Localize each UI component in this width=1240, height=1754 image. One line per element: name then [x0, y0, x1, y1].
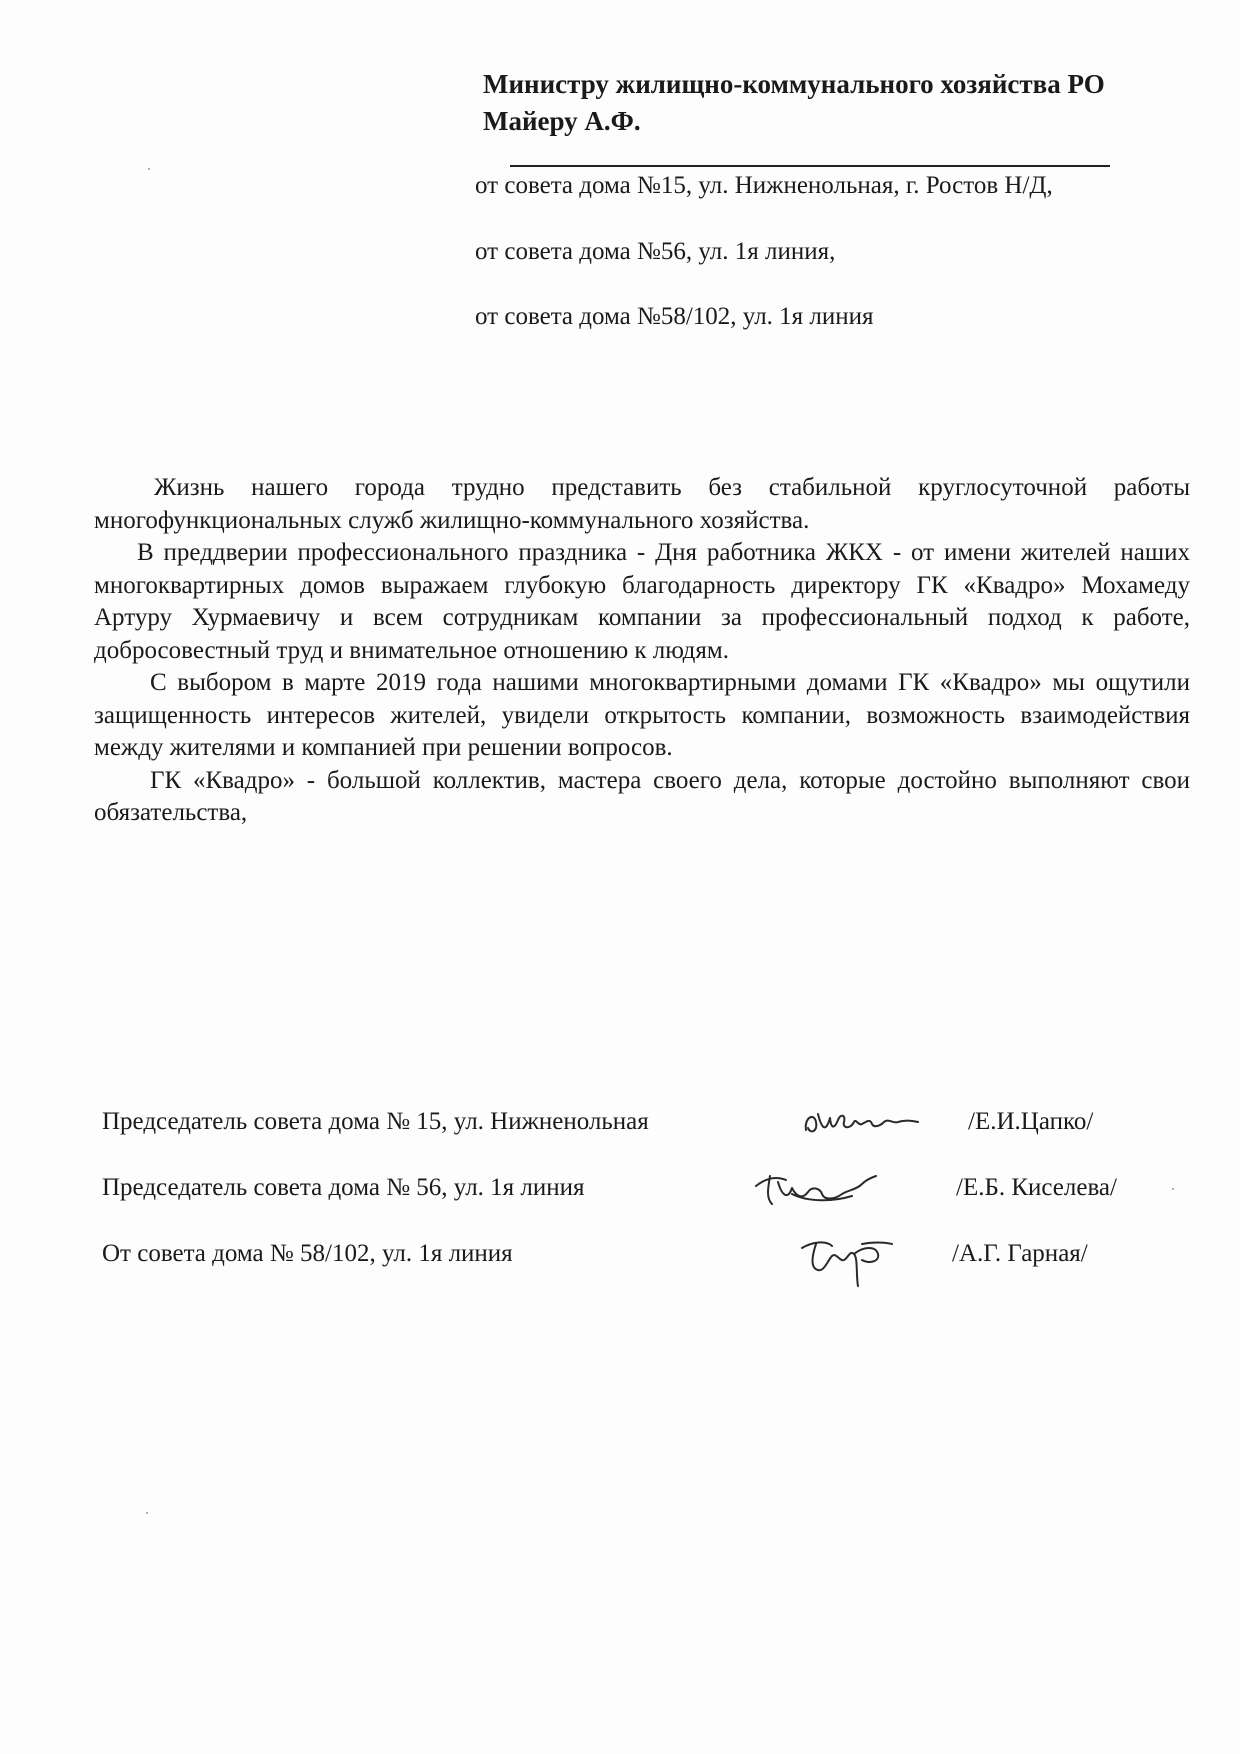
addressee-underline [510, 165, 1110, 167]
addressee-title: Министру жилищно-коммунального хозяйства РО [483, 69, 1105, 99]
signatory-role-1: Председатель совета дома № 15, ул. Нижненольная [102, 1108, 649, 1135]
signatory-name-1: /Е.И.Цапко/ [968, 1108, 1094, 1135]
sender-line-2: от совета дома №56, ул. 1я линия, [475, 238, 836, 265]
signature-row-2 [0, 1166, 1240, 1216]
scan-speck [148, 168, 150, 170]
addressee-block [483, 66, 1105, 140]
sender-line-1: от совета дома №15, ул. Нижненольная, г. Ростов Н/Д, [475, 172, 1053, 199]
handwritten-signature-icon [752, 1166, 882, 1216]
body-paragraph-1: Жизнь нашего города трудно представить без стабильной круглосуточной работы многофункциональных служб жилищно-коммунального хозяйства. [94, 474, 1190, 534]
signature-row-3 [0, 1232, 1240, 1282]
sender-line-3: от совета дома №58/102, ул. 1я линия [475, 303, 874, 330]
scan-speck [1172, 1188, 1174, 1190]
body-paragraph-3: С выбором в марте 2019 года нашими многоквартирными домами ГК «Квадро» мы ощутили защищенность интересов жителей, увидели открытость компании, возможность взаимодействия между жителями и компанией при решении вопросов. [94, 669, 1190, 761]
scan-speck [146, 1512, 148, 1514]
signatory-role-3: От совета дома № 58/102, ул. 1я линия [102, 1240, 513, 1267]
signatory-name-3: /А.Г. Гарная/ [952, 1240, 1088, 1267]
addressee-name: Майеру А.Ф. [483, 106, 641, 136]
signatory-name-2: /Е.Б. Киселева/ [956, 1174, 1117, 1201]
signatory-role-2: Председатель совета дома № 56, ул. 1я линия [102, 1174, 585, 1201]
signature-row-1 [0, 1100, 1240, 1150]
handwritten-signature-icon [792, 1232, 902, 1292]
body-paragraph-2: В преддверии профессионального праздника - Дня работника ЖКХ - от имени жителей наших многоквартирных домов выражаем глубокую благодарность директору ГК «Квадро» Мохамеду Артуру Хурмаевичу и всем сотрудникам компании за профессиональный подход к работе, добросовестный труд и внимательное отношению к людям. [94, 539, 1190, 664]
letter-body [94, 472, 1190, 830]
handwritten-signature-icon [800, 1100, 930, 1150]
body-paragraph-4: ГК «Квадро» - большой коллектив, мастера своего дела, которые достойно выполняют свои обязательства, [94, 766, 1190, 826]
